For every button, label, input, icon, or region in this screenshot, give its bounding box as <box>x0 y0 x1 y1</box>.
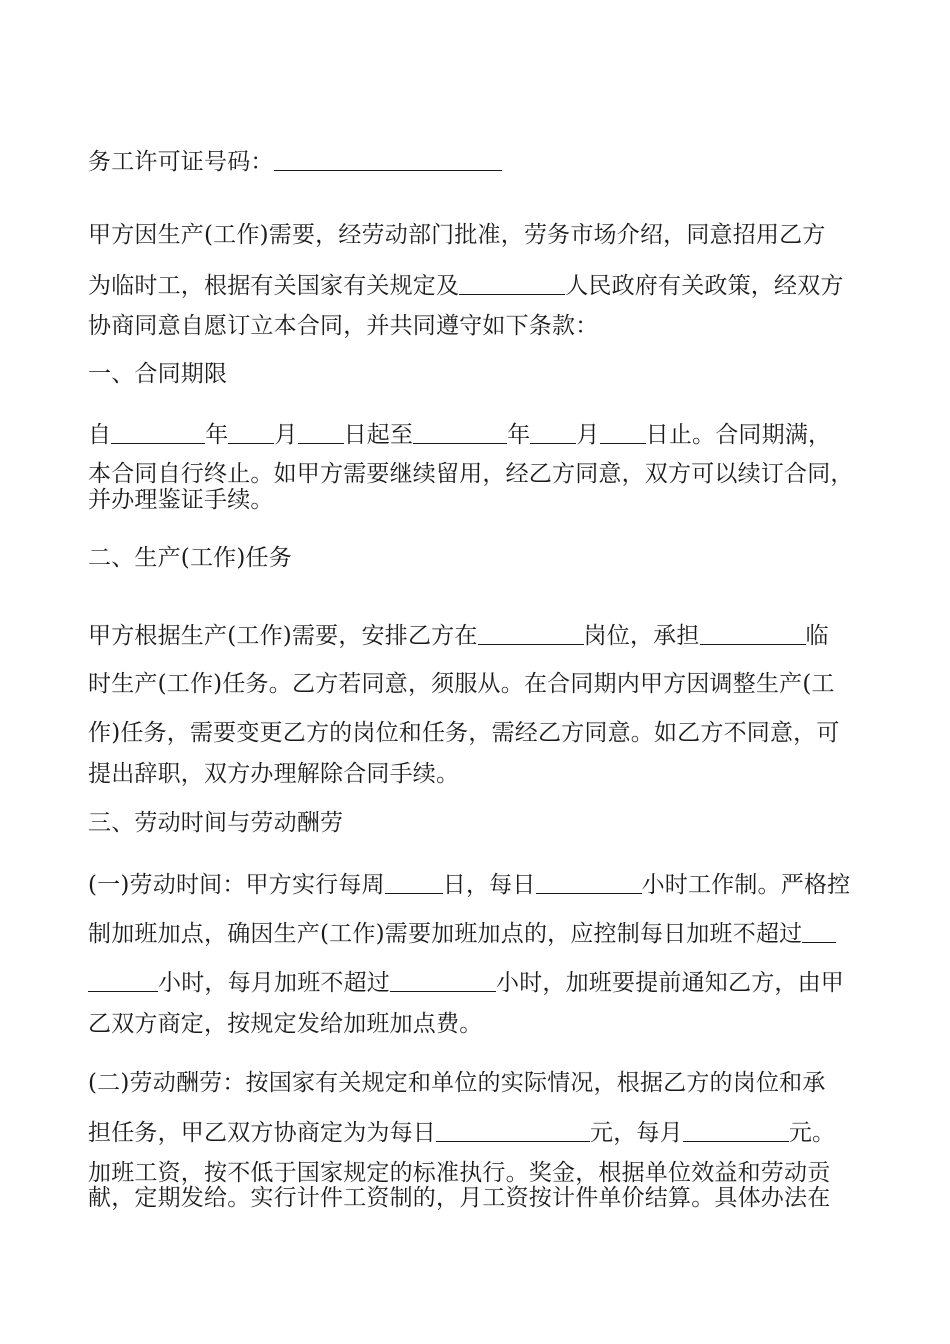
section-3-p1-line-4: 乙双方商定，按规定发给加班加点费。 <box>88 1011 483 1037</box>
text: 元。 <box>788 1120 836 1146</box>
start-year-blank[interactable] <box>111 421 205 444</box>
section-1-line-2: 本合同自行终止。如甲方需要继续留用，经乙方同意，双方可以续订合同， <box>88 461 854 487</box>
section-1-line-3: 并办理鉴证手续。 <box>88 487 274 513</box>
permit-number-blank[interactable] <box>274 148 502 171</box>
intro-line-2 <box>88 270 844 301</box>
section-2-line-2: 时生产(工作)任务。乙方若同意，须服从。在合同期内甲方因调整生产(工 <box>88 671 835 697</box>
start-month-blank[interactable] <box>228 421 274 444</box>
position-blank[interactable] <box>478 622 584 645</box>
end-month-blank[interactable] <box>530 421 576 444</box>
section-3-p1-line-2 <box>88 918 836 949</box>
section-1-heading: 一、合同期限 <box>88 361 228 387</box>
section-2-line-3: 作)任务，需要变更乙方的岗位和任务，需经乙方同意。如乙方不同意，可 <box>88 720 840 746</box>
section-2-line-1 <box>88 620 829 651</box>
text: 月 <box>576 422 600 448</box>
intro-line-3: 协商同意自愿订立本合同，并共同遵守如下条款： <box>88 313 599 339</box>
section-2-line-4: 提出辞职，双方办理解除合同手续。 <box>88 761 460 787</box>
text: 小时工作制。严格控 <box>641 872 851 898</box>
monthly-wage-blank[interactable] <box>683 1119 789 1142</box>
daily-overtime-blank-start[interactable] <box>802 920 836 943</box>
text: 岗位，承担 <box>583 623 700 649</box>
text: 元，每月 <box>590 1120 683 1146</box>
section-1-line-1 <box>88 419 831 450</box>
monthly-overtime-blank[interactable] <box>390 969 496 992</box>
end-year-blank[interactable] <box>413 421 507 444</box>
intro-text: 为临时工，根据有关国家有关规定及 <box>88 273 460 299</box>
text: 临 <box>805 623 829 649</box>
start-day-blank[interactable] <box>298 421 344 444</box>
text: (一)劳动时间：甲方实行每周 <box>88 872 385 898</box>
text: 月 <box>274 422 298 448</box>
permit-number-label: 务工许可证号码： <box>88 149 274 175</box>
section-3-heading: 三、劳动时间与劳动酬劳 <box>88 810 344 836</box>
section-2-heading: 二、生产(工作)任务 <box>88 545 292 571</box>
text: 小时，每月加班不超过 <box>158 970 390 996</box>
text: 年 <box>205 422 229 448</box>
text: 甲方根据生产(工作)需要，安排乙方在 <box>88 623 478 649</box>
government-blank[interactable] <box>459 272 565 295</box>
section-3-p1-line-1 <box>88 869 850 900</box>
text: 日止。合同期满， <box>645 422 832 448</box>
daily-overtime-blank-end[interactable] <box>88 969 158 992</box>
daily-wage-blank[interactable] <box>436 1119 590 1142</box>
permit-number-line <box>88 146 502 177</box>
task-blank[interactable] <box>700 622 806 645</box>
section-3-p2-line-2 <box>88 1117 835 1148</box>
text: 担任务，甲乙双方协商定为为每日 <box>88 1120 436 1146</box>
text: 年 <box>507 422 531 448</box>
section-3-p1-line-3 <box>88 967 844 998</box>
section-3-p2-line-4: 献，定期发给。实行计件工资制的，月工资按计件单价结算。具体办法在 <box>88 1185 831 1211</box>
hours-per-day-blank[interactable] <box>536 871 642 894</box>
intro-text: 人民政府有关政策，经双方 <box>565 273 844 299</box>
text: 日起至 <box>343 422 414 448</box>
section-3-p2-line-3: 加班工资，按不低于国家规定的标准执行。奖金，根据单位效益和劳动贡 <box>88 1160 831 1186</box>
end-day-blank[interactable] <box>600 421 646 444</box>
days-per-week-blank[interactable] <box>385 871 443 894</box>
text: 制加班加点，确因生产(工作)需要加班加点的，应控制每日加班不超过 <box>88 921 803 947</box>
section-3-p2-line-1: (二)劳动酬劳：按国家有关规定和单位的实际情况，根据乙方的岗位和承 <box>88 1070 826 1096</box>
text: 自 <box>88 422 112 448</box>
text: 日，每日 <box>442 872 536 898</box>
text: 小时，加班要提前通知乙方，由甲 <box>496 970 844 996</box>
intro-line-1: 甲方因生产(工作)需要，经劳动部门批准，劳务市场介绍，同意招用乙方 <box>88 222 826 248</box>
